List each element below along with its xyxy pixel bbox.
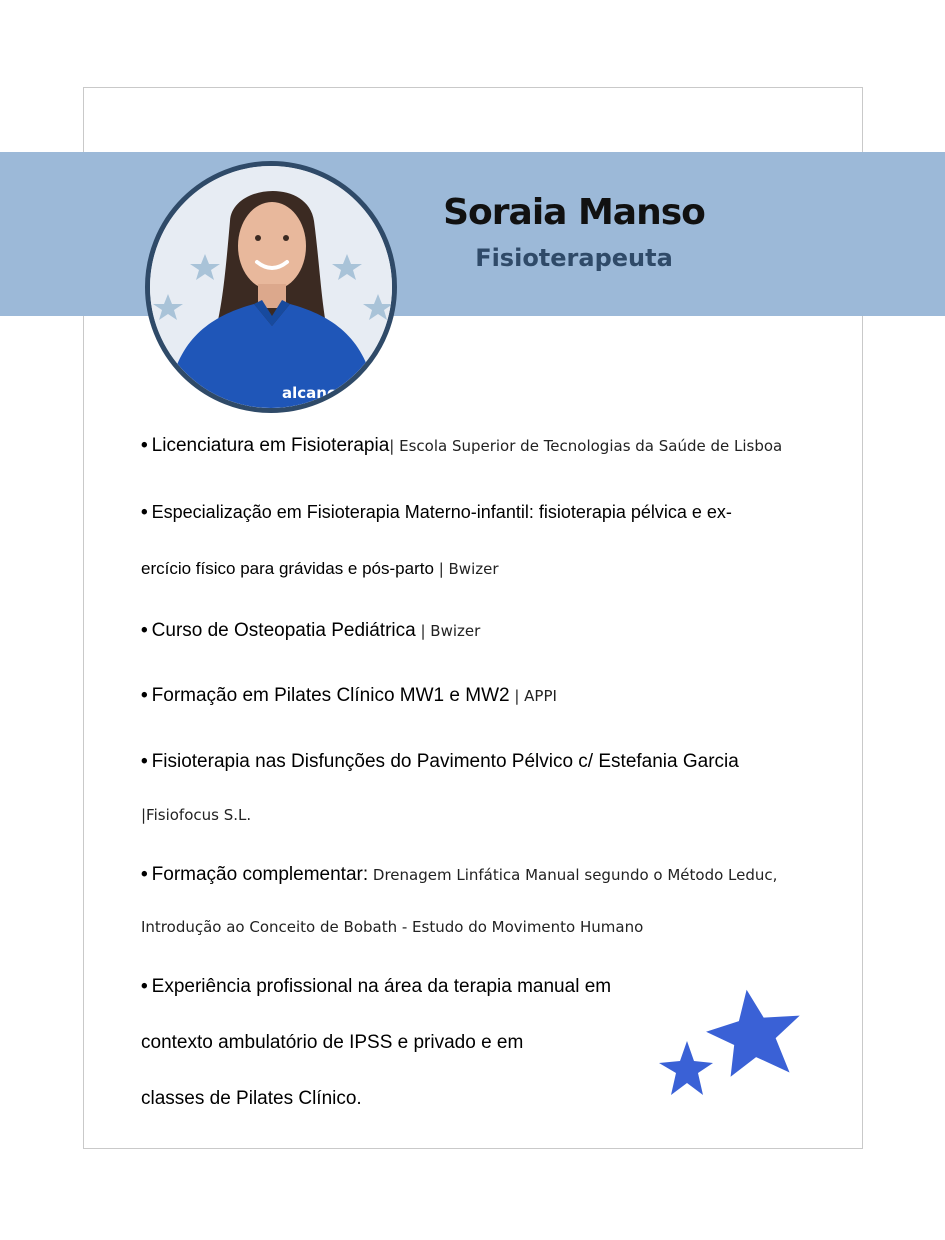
item-title: Experiência profissional na área da terapia manual em — [151, 976, 612, 997]
list-item-continued: Introdução ao Conceito de Bobath - Estudo do Movimento Humano — [141, 918, 644, 936]
list-item — [141, 620, 480, 642]
item-institution: | Bwizer — [433, 560, 499, 578]
list-item — [141, 976, 611, 998]
star-icon — [659, 1041, 713, 1095]
list-item-continued — [141, 558, 499, 580]
item-title: Fisioterapia nas Disfunções do Pavimento Pélvico c/ Estefania Garcia — [151, 751, 739, 772]
list-item — [141, 751, 739, 773]
bullet: • — [141, 435, 148, 456]
item-title: Curso de Osteopatia Pediátrica — [151, 620, 416, 641]
list-item — [141, 864, 777, 886]
bullet: • — [141, 976, 148, 997]
bullet: • — [141, 502, 148, 523]
item-title: Formação em Pilates Clínico MW1 e MW2 — [151, 685, 510, 706]
bullet: • — [141, 685, 148, 706]
list-item — [141, 502, 732, 524]
list-item — [141, 685, 557, 707]
item-institution: Drenagem Linfática Manual segundo o Método Leduc, — [368, 866, 778, 884]
star-icon — [701, 985, 807, 1083]
bullet: • — [141, 620, 148, 641]
list-item — [141, 435, 782, 457]
item-title: Formação complementar: — [151, 864, 369, 885]
item-title: Licenciatura em Fisioterapia — [151, 435, 390, 456]
list-item-continued: |Fisiofocus S.L. — [141, 806, 252, 824]
item-institution: | APPI — [509, 687, 557, 705]
person-role: Fisioterapeuta — [475, 244, 673, 272]
item-institution: | Escola Superior de Tecnologias da Saúde de Lisboa — [389, 437, 783, 455]
decorative-stars — [645, 985, 815, 1110]
bullet: • — [141, 751, 148, 772]
bullet: • — [141, 864, 148, 885]
item-institution: | Bwizer — [415, 622, 481, 640]
person-name: Soraia Manso — [443, 192, 705, 233]
list-item-continued: contexto ambulatório de IPSS e privado e em — [141, 1032, 524, 1053]
shirt-logo: alcance — [282, 384, 347, 402]
item-title-continued: ercício físico para grávidas e pós-parto — [141, 559, 434, 578]
list-item-continued: classes de Pilates Clínico. — [141, 1088, 362, 1109]
item-title: Especialização em Fisioterapia Materno-infantil: fisioterapia pélvica e ex- — [151, 502, 732, 522]
